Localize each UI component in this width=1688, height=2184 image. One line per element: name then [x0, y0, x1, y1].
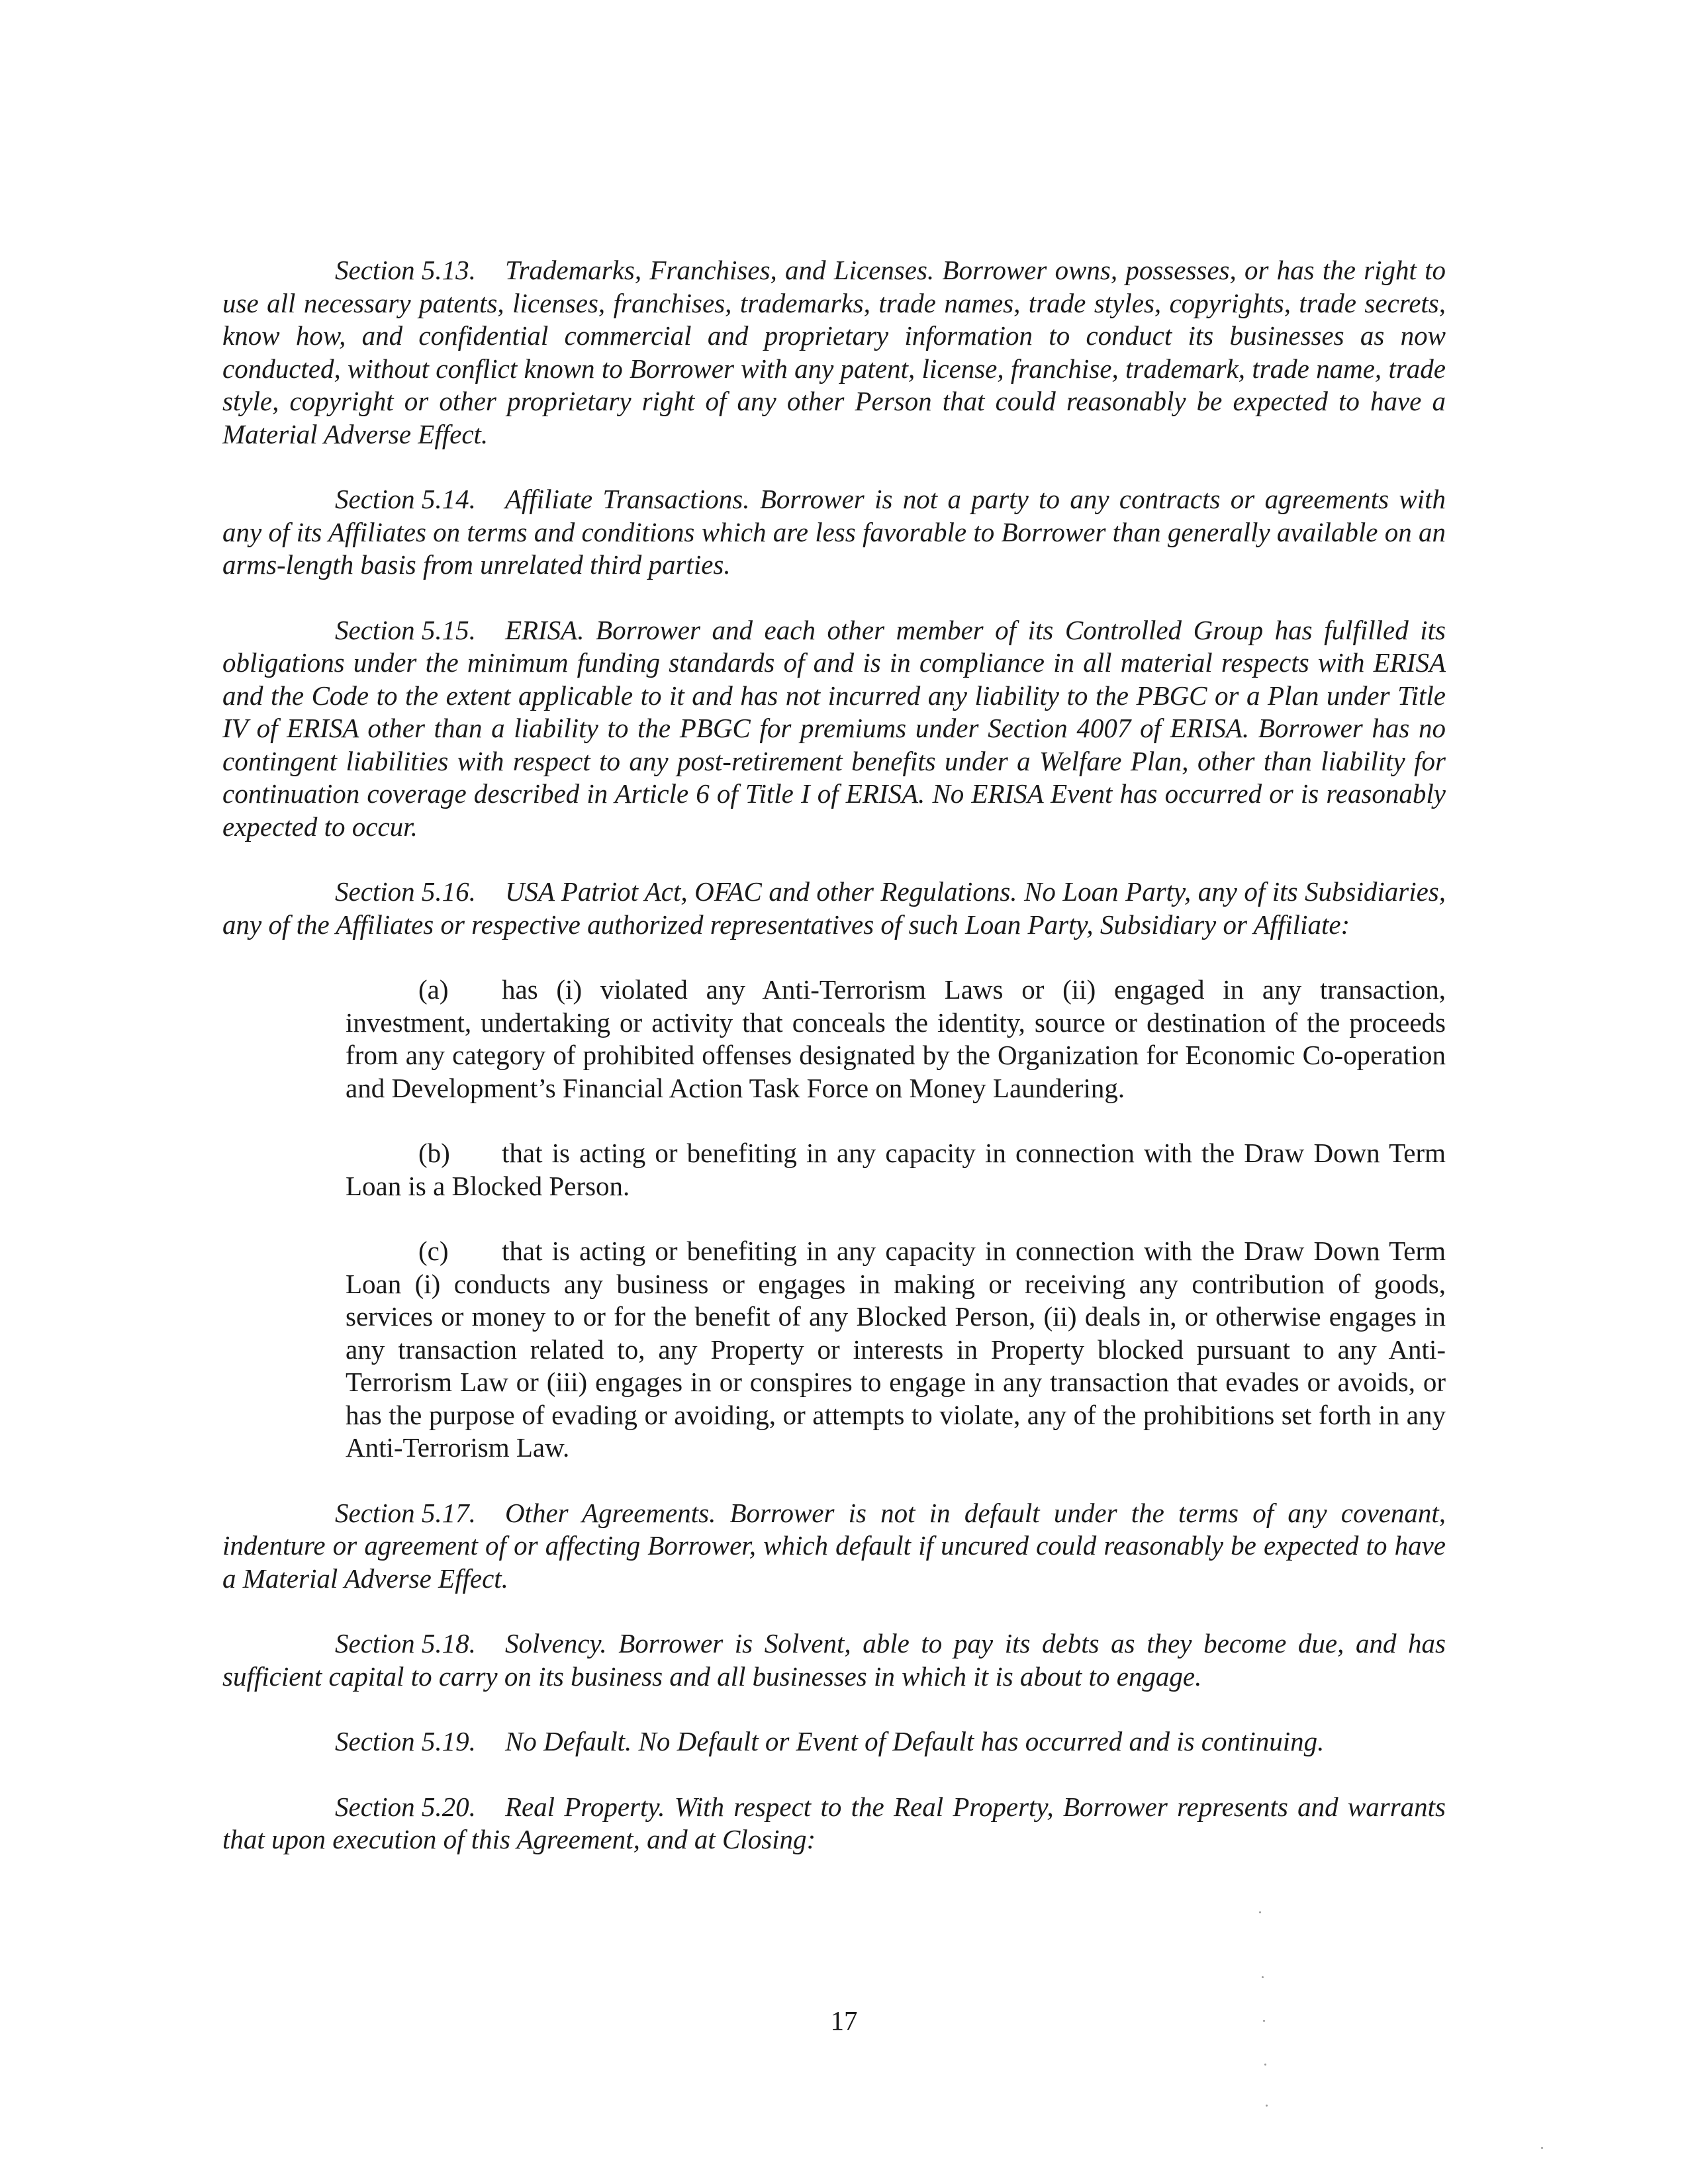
section-5-20 [222, 1791, 1446, 1856]
section-body: With respect to the Real Property, Borrower represents and warrants that upon execution of this Agreement, and at Closing: [222, 1791, 1446, 1854]
section-5-19 [222, 1725, 1446, 1758]
section-title: No Default. [504, 1726, 632, 1756]
scan-speck [1264, 2064, 1266, 2066]
section-title: Solvency. [504, 1628, 607, 1659]
subclause-text: has (i) violated any Anti-Terrorism Laws or (ii) engaged in any transaction, investment, undertaking or activity that conceals the identity, source or destination of the proceeds from any category of prohibited offenses designated by the Organization for Economic Co-operation and Development’s Financial Action Task Force on Money Laundering. [346, 974, 1446, 1103]
section-body: Borrower and each other member of its Controlled Group has fulfilled its obligations under the minimum funding standards of and is in compliance in all material respects with ERISA and the Code to the extent applicable to it and has not incurred any liability to the PBGC or a Plan under Title IV of ERISA other than a liability to the PBGC for premiums under Section 4007 of ERISA. Borrower has no contingent liabilities with respect to any post-retirement benefits under a Welfare Plan, other than liability for continuation coverage described in Article 6 of Title I of ERISA. No ERISA Event has occurred or is reasonably expected to occur. [222, 614, 1446, 842]
section-number: Section 5.16. [335, 876, 476, 907]
section-title: Real Property. [504, 1791, 665, 1822]
section-5-13 [222, 254, 1446, 451]
section-5-15 [222, 614, 1446, 844]
section-number: Section 5.19. [335, 1726, 476, 1756]
section-5-14 [222, 483, 1446, 582]
page-content [222, 254, 1446, 1889]
section-number: Section 5.20. [335, 1791, 476, 1822]
section-number: Section 5.14. [335, 484, 476, 514]
section-body: Borrower is not a party to any contracts or agreements with any of its Affiliates on terms and conditions which are less favorable to Borrower than generally available on an arms-length basis from unrelated third parties. [222, 484, 1446, 580]
subclause-marker: (a) [418, 974, 449, 1005]
section-body: Borrower is Solvent, able to pay its debts as they become due, and has sufficient capital to carry on its business and all businesses in which it is about to engage. [222, 1628, 1446, 1692]
section-number: Section 5.18. [335, 1628, 476, 1659]
section-title: Other Agreements. [504, 1497, 716, 1528]
section-title: Trademarks, Franchises, and Licenses. [504, 255, 935, 285]
section-body: No Default or Event of Default has occurred and is continuing. [638, 1726, 1325, 1756]
section-5-16 [222, 876, 1446, 941]
subclause-text: that is acting or benefiting in any capacity in connection with the Draw Down Term Loan is a Blocked Person. [346, 1138, 1446, 1201]
scan-speck [1263, 2020, 1265, 2022]
subclause-marker: (c) [418, 1236, 449, 1266]
subclause-b [346, 1137, 1446, 1203]
section-number: Section 5.17. [335, 1497, 476, 1528]
page-number: 17 [830, 2005, 858, 2036]
scan-speck [1266, 2105, 1268, 2107]
section-body: Borrower is not in default under the terms of any covenant, indenture or agreement of or affecting Borrower, which default if uncured could reasonably be expected to have a Material Adverse Effect. [222, 1497, 1446, 1594]
subclause-text: that is acting or benefiting in any capacity in connection with the Draw Down Term Loan (i) conducts any business or engages in making or receiving any contribution of goods, services or money to or for the benefit of any Blocked Person, (ii) deals in, or otherwise engages in any transaction related to, any Property or interests in Property blocked pursuant to any Anti-Terrorism Law or (iii) engages in or conspires to engage in any transaction that evades or avoids, or has the purpose of evading or avoiding, or attempts to violate, any of the prohibitions set forth in any Anti-Terrorism Law. [346, 1236, 1446, 1463]
scan-speck [1541, 2147, 1543, 2149]
section-body: No Loan Party, any of its Subsidiaries, any of the Affiliates or respective authorized representatives of such Loan Party, Subsidiary or Affiliate: [222, 876, 1446, 940]
section-body: Borrower owns, possesses, or has the right to use all necessary patents, licenses, franchises, trademarks, trade names, trade styles, copyrights, trade secrets, know how, and confidential commercial and proprietary information to conduct its businesses as now conducted, without conflict known to Borrower with any patent, license, franchise, trademark, trade name, trade style, copyright or other proprietary right of any other Person that could reasonably be expected to have a Material Adverse Effect. [222, 255, 1446, 449]
subclause-a [346, 974, 1446, 1105]
scan-speck [1259, 1911, 1261, 1913]
section-5-18 [222, 1627, 1446, 1693]
section-number: Section 5.13. [335, 255, 476, 285]
scan-speck [1262, 1976, 1264, 1978]
section-title: USA Patriot Act, OFAC and other Regulations. [504, 876, 1017, 907]
section-title: ERISA. [504, 614, 585, 645]
subclause-c [346, 1235, 1446, 1465]
subclause-marker: (b) [418, 1138, 450, 1168]
section-number: Section 5.15. [335, 614, 476, 645]
section-5-17 [222, 1497, 1446, 1596]
section-title: Affiliate Transactions. [504, 484, 750, 514]
